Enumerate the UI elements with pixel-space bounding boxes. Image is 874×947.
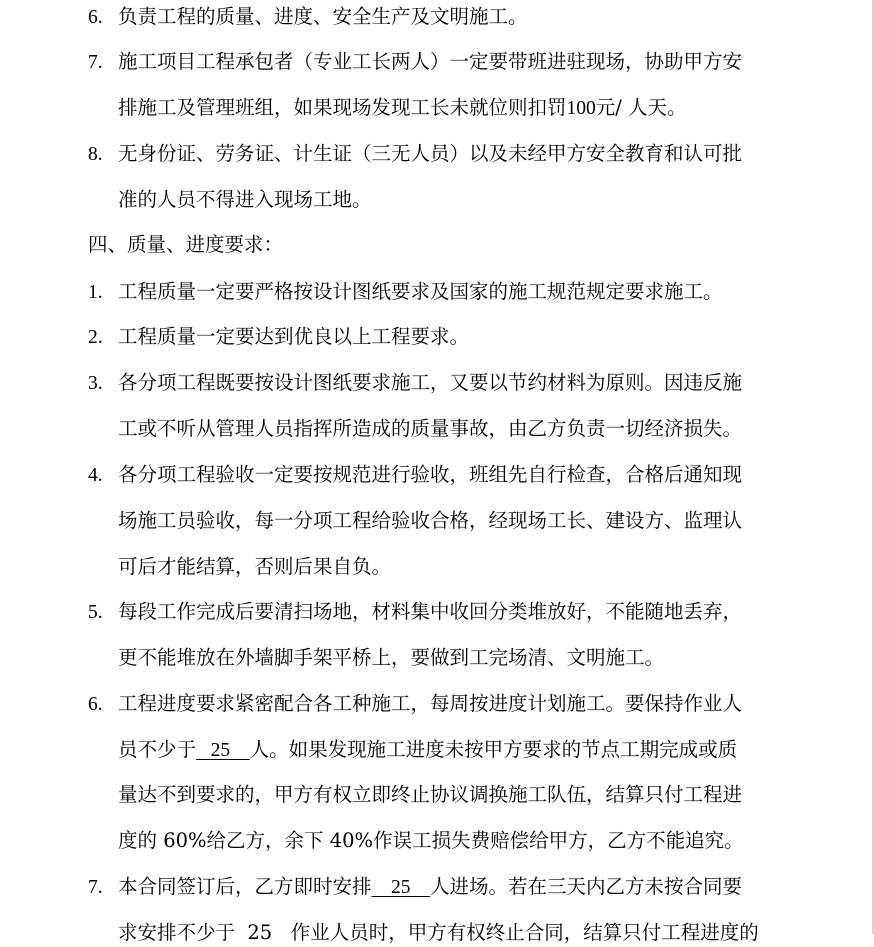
item-number: 5. (88, 602, 103, 623)
item-number: 7. (88, 52, 103, 73)
item-text: 工程质量一定要达到优良以上工程要求。 (118, 325, 470, 348)
list-item (88, 690, 742, 718)
item-text: 准的人员不得进入现场工地。 (118, 188, 372, 211)
item-number: 1. (88, 282, 103, 303)
item-text: 各分项工程验收一定要按规范进行验收，班组先自行检查，合格后通知现 (118, 463, 743, 486)
worker-count-blank: 25 (196, 740, 250, 761)
list-item (88, 323, 469, 351)
item-text: 工程质量一定要严格按设计图纸要求及国家的施工规范规定要求施工。 (118, 280, 723, 303)
item-text: 各分项工程既要按设计图纸要求施工，又要以节约材料为原则。因违反施 (118, 371, 743, 394)
list-item (88, 48, 742, 76)
list-item-continuation (118, 186, 372, 214)
item-text: 施工项目工程承包者（专业工长两人）一定要带班进驻现场，协助甲方安 (118, 50, 743, 73)
section-heading: 四、质量、进度要求： (88, 233, 284, 256)
worker-count-blank: 25 (371, 877, 431, 898)
item-number: 3. (88, 373, 103, 394)
list-item (88, 3, 528, 31)
item-text: 每段工作完成后要清扫场地，材料集中收回分类堆放好，不能随地丢弃， (118, 600, 743, 623)
item-number: 6. (88, 694, 103, 715)
list-item (88, 598, 742, 626)
item-text: 可后才能结算，否则后果自负。 (118, 555, 392, 578)
item-text: 工程进度要求紧密配合各工种施工，每周按进度计划施工。要保持作业人 (118, 692, 743, 715)
list-item-continuation (118, 507, 742, 535)
item-number: 2. (88, 327, 103, 348)
list-item (88, 278, 723, 306)
list-item-continuation (118, 919, 759, 947)
item-number: 7. (88, 877, 103, 898)
item-text: 工或不听从管理人员指挥所造成的质量事故，由乙方负责一切经济损失。 (118, 417, 743, 440)
item-text: 人。如果发现施工进度未按甲方要求的节点工期完成或质 (249, 738, 738, 761)
item-text: 排施工及管理班组，如果现场发现工长未就位则扣罚 (118, 96, 567, 119)
item-text: 负责工程的质量、进度、安全生产及文明施工。 (118, 5, 528, 28)
fine-unit: 元/ 人天。 (595, 96, 687, 119)
item-number: 4. (88, 465, 103, 486)
list-item-continuation (118, 827, 744, 855)
item-text: 场施工员验收，每一分项工程给验收合格，经现场工长、建设方、监理认 (118, 509, 743, 532)
item-text: 无身份证、劳务证、计生证（三无人员）以及未经甲方安全教育和认可批 (118, 142, 743, 165)
item-text: 更不能堆放在外墙脚手架平桥上，要做到工完场清、文明施工。 (118, 646, 665, 669)
item-text: 求安排不少于 25 作业人员时，甲方有权终止合同，结算只付工程进度的 (118, 921, 759, 944)
item-number: 8. (88, 144, 103, 165)
item-text: 员不少于 (118, 738, 197, 761)
list-item (88, 140, 742, 168)
item-text: 本合同签订后，乙方即时安排 (118, 875, 372, 898)
list-item-continuation (118, 781, 742, 809)
list-item-continuation (118, 415, 742, 443)
list-item (88, 369, 742, 397)
item-text: 度的 60%给乙方，余下 40%作误工损失费赔偿给甲方，乙方不能追究。 (118, 829, 744, 852)
fine-amount: 100 (566, 98, 596, 119)
item-text: 量达不到要求的，甲方有权立即终止协议调换施工队伍，结算只付工程进 (118, 783, 743, 806)
list-item-continuation (118, 553, 391, 581)
item-number: 6. (88, 7, 103, 28)
item-text: 人进场。若在三天内乙方未按合同要 (430, 875, 743, 898)
list-item (88, 461, 742, 489)
list-item-continuation (118, 644, 664, 672)
list-item-continuation (118, 94, 687, 122)
list-item-continuation (118, 736, 737, 764)
list-item (88, 873, 742, 901)
